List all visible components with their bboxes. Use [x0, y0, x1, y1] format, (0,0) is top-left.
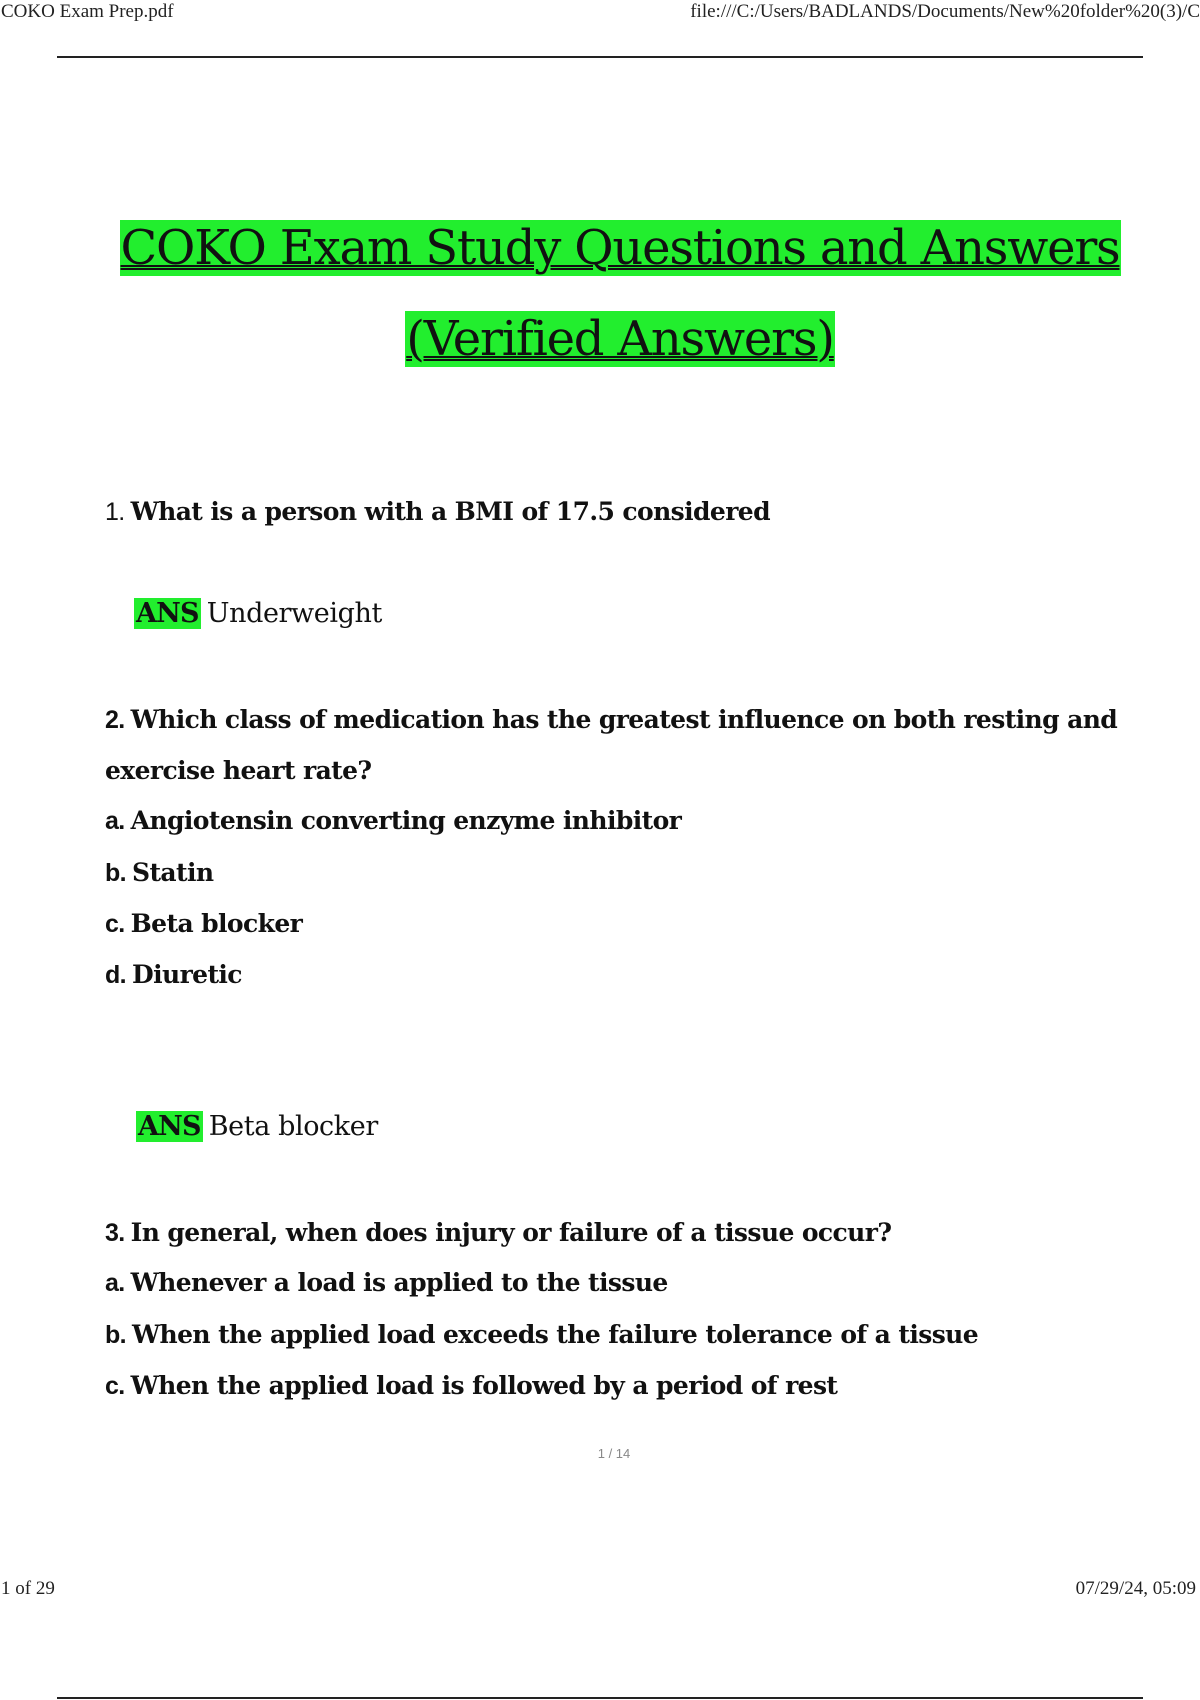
question-2-cont [105, 756, 371, 785]
question-number: 1. [105, 498, 125, 526]
title-highlight-2: (Verified Answers) [406, 311, 834, 367]
question-text-line1: Which class of medication has the greatest influence on both resting and [130, 705, 1118, 734]
file-name: COKO Exam Prep.pdf [1, 1, 174, 22]
option-letter: d. [105, 961, 127, 989]
question-number: 3. [105, 1219, 125, 1247]
option-text: Angiotensin converting enzyme inhibitor [130, 806, 682, 835]
option-d [105, 960, 242, 990]
question-number: 2. [105, 706, 125, 734]
option-letter: c. [105, 1372, 125, 1400]
option-c [105, 1371, 837, 1401]
option-b [105, 858, 213, 888]
option-a [105, 806, 681, 836]
question-1 [105, 497, 770, 527]
option-text: Statin [132, 858, 214, 887]
print-page-count: 1 of 29 [1, 1578, 55, 1599]
option-text: Diuretic [132, 960, 242, 989]
option-b [105, 1320, 978, 1350]
question-text: What is a person with a BMI of 17.5 considered [130, 497, 770, 526]
print-timestamp: 07/29/24, 05:09 [1075, 1578, 1196, 1599]
ans-tag: ANS [138, 1111, 201, 1142]
footer-divider [57, 1697, 1143, 1699]
page-title-line1 [0, 218, 1200, 278]
answer-1 [134, 598, 382, 629]
doc-page-indicator: 1 / 14 [597, 1446, 631, 1461]
page-title-line2 [0, 309, 1200, 369]
answer-text: Beta blocker [208, 1111, 378, 1142]
option-text: When the applied load is followed by a period of rest [130, 1371, 838, 1400]
question-2 [105, 705, 1117, 735]
question-3 [105, 1218, 891, 1248]
option-c [105, 909, 302, 939]
option-text: Beta blocker [130, 909, 303, 938]
option-text: When the applied load exceeds the failure tolerance of a tissue [132, 1320, 979, 1349]
ans-tag: ANS [136, 598, 199, 629]
option-a [105, 1268, 668, 1298]
title-highlight-1: COKO Exam Study Questions and Answers [120, 220, 1120, 276]
option-text: Whenever a load is applied to the tissue [130, 1268, 668, 1297]
option-letter: a. [105, 1269, 125, 1297]
file-url: file:///C:/Users/BADLANDS/Documents/New%20folder%20(3)/C [690, 1, 1200, 22]
option-letter: b. [105, 859, 127, 887]
question-text: In general, when does injury or failure of a tissue occur? [130, 1218, 892, 1247]
option-letter: c. [105, 910, 125, 938]
option-letter: b. [105, 1321, 127, 1349]
answer-text: Underweight [206, 598, 382, 629]
option-letter: a. [105, 807, 125, 835]
question-text-line2: exercise heart rate? [105, 756, 372, 785]
answer-2 [136, 1111, 378, 1142]
